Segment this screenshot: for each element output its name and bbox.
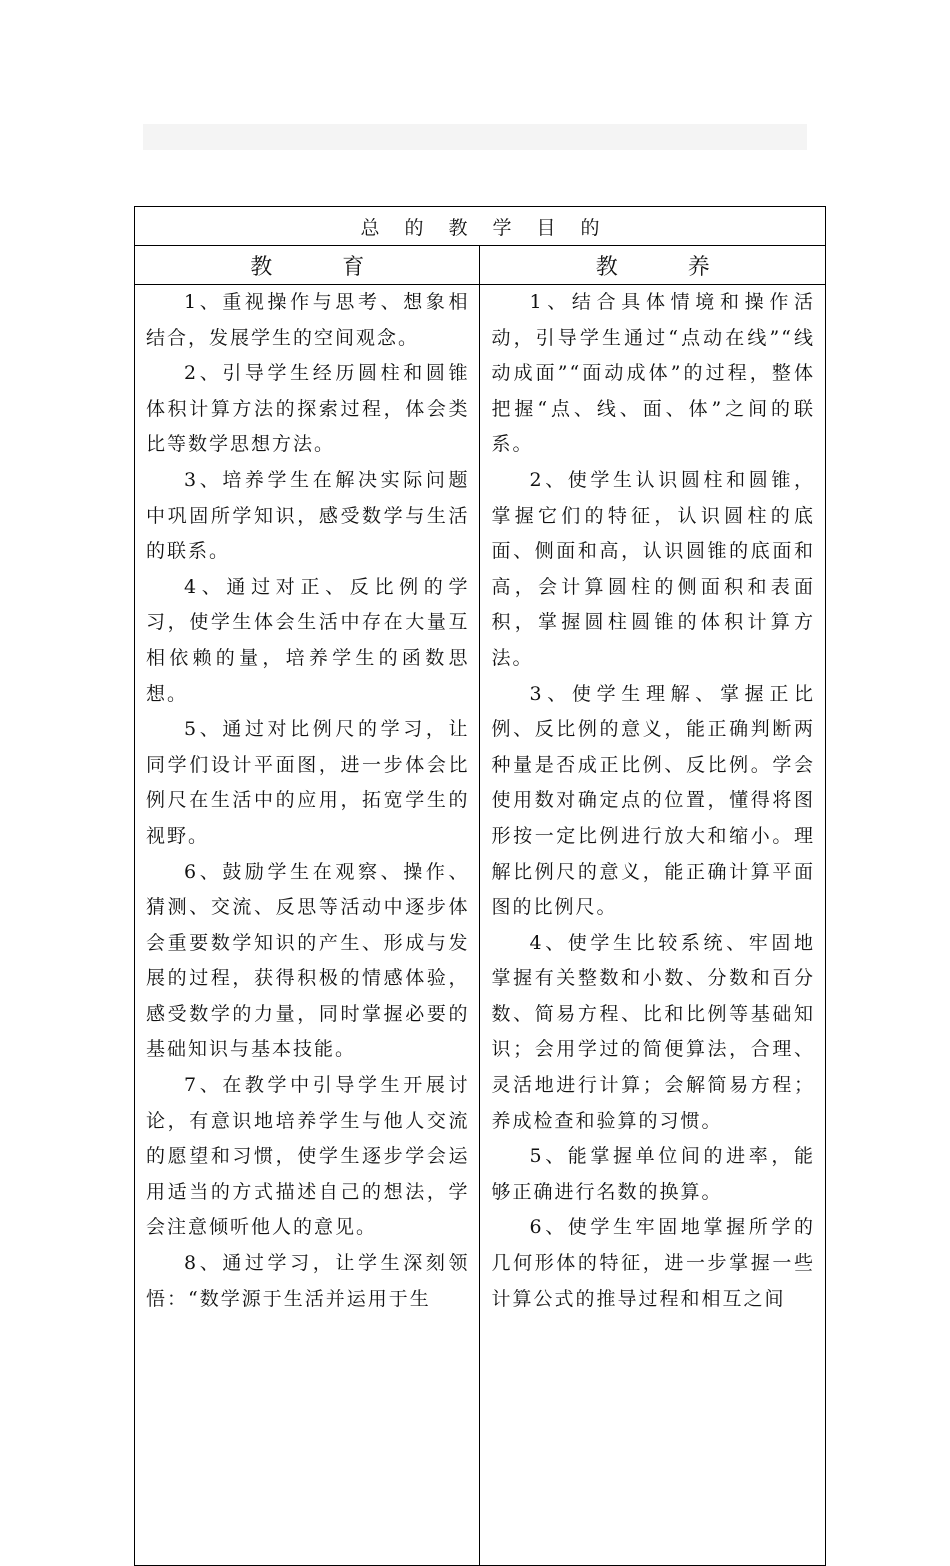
cultivation-item-2: 2、使学生认识圆柱和圆锥，掌握它们的特征，认识圆柱的底面、侧面和高，认识圆锥的底面和高，会计算圆柱的侧面积和表面积，掌握圆柱圆锥的体积计算方法。	[491, 468, 815, 669]
cultivation-item-6: 6、使学生牢固地掌握所学的几何形体的特征，进一步掌握一些计算公式的推导过程和相互之间	[491, 1216, 815, 1310]
column-header-education: 教育	[135, 246, 480, 285]
teaching-goals-table	[134, 206, 826, 1566]
cultivation-item-3: 3、使学生理解、掌握正比例、反比例的意义，能正确判断两种量是否成正比例、反比例。学会使用数对确定点的位置，懂得将图形按一定比例进行放大和缩小。理解比例尺的意义，能正确计算平面图的比例尺。	[491, 682, 815, 919]
cultivation-item-4: 4、使学生比较系统、牢固地掌握有关整数和小数、分数和百分数、简易方程、比和比例等基础知识；会用学过的简便算法，合理、灵活地进行计算；会解简易方程；养成检查和验算的习惯。	[491, 931, 815, 1132]
cultivation-column	[480, 285, 826, 1566]
cultivation-item-1: 1、结合具体情境和操作活动，引导学生通过“点动在线”“线动成面”“面动成体”的过程，整体把握“点、线、面、体”之间的联系。	[491, 291, 815, 456]
education-item-1: 1、重视操作与思考、想象相结合，发展学生的空间观念。	[146, 291, 470, 349]
education-item-2: 2、引导学生经历圆柱和圆锥体积计算方法的探索过程，体会类比等数学思想方法。	[146, 362, 470, 456]
education-column	[135, 285, 480, 1566]
column-header-cultivation: 教养	[480, 246, 826, 285]
cultivation-item-5: 5、能掌握单位间的进率，能够正确进行名数的换算。	[491, 1145, 815, 1203]
education-item-5: 5、通过对比例尺的学习，让同学们设计平面图，进一步体会比例尺在生活中的应用，拓宽学生的视野。	[146, 718, 470, 847]
education-item-3: 3、培养学生在解决实际问题中巩固所学知识，感受数学与生活的联系。	[146, 468, 470, 563]
education-item-4: 4、通过对正、反比例的学习，使学生体会生活中存在大量互相依赖的量，培养学生的函数思想。	[146, 575, 470, 705]
education-item-6: 6、鼓励学生在观察、操作、猜测、交流、反思等活动中逐步体会重要数学知识的产生、形成与发展的过程，获得积极的情感体验，感受数学的力量，同时掌握必要的基础知识与基本技能。	[146, 860, 470, 1061]
education-item-8: 8、通过学习，让学生深刻领悟：“数学源于生活并运用于生	[146, 1252, 470, 1310]
table-title: 总的教学目的	[135, 207, 826, 246]
education-item-7: 7、在教学中引导学生开展讨论，有意识地培养学生与他人交流的愿望和习惯，使学生逐步学会运用适当的方式描述自己的想法，学会注意倾听他人的意见。	[146, 1074, 470, 1239]
header-band	[143, 124, 807, 150]
